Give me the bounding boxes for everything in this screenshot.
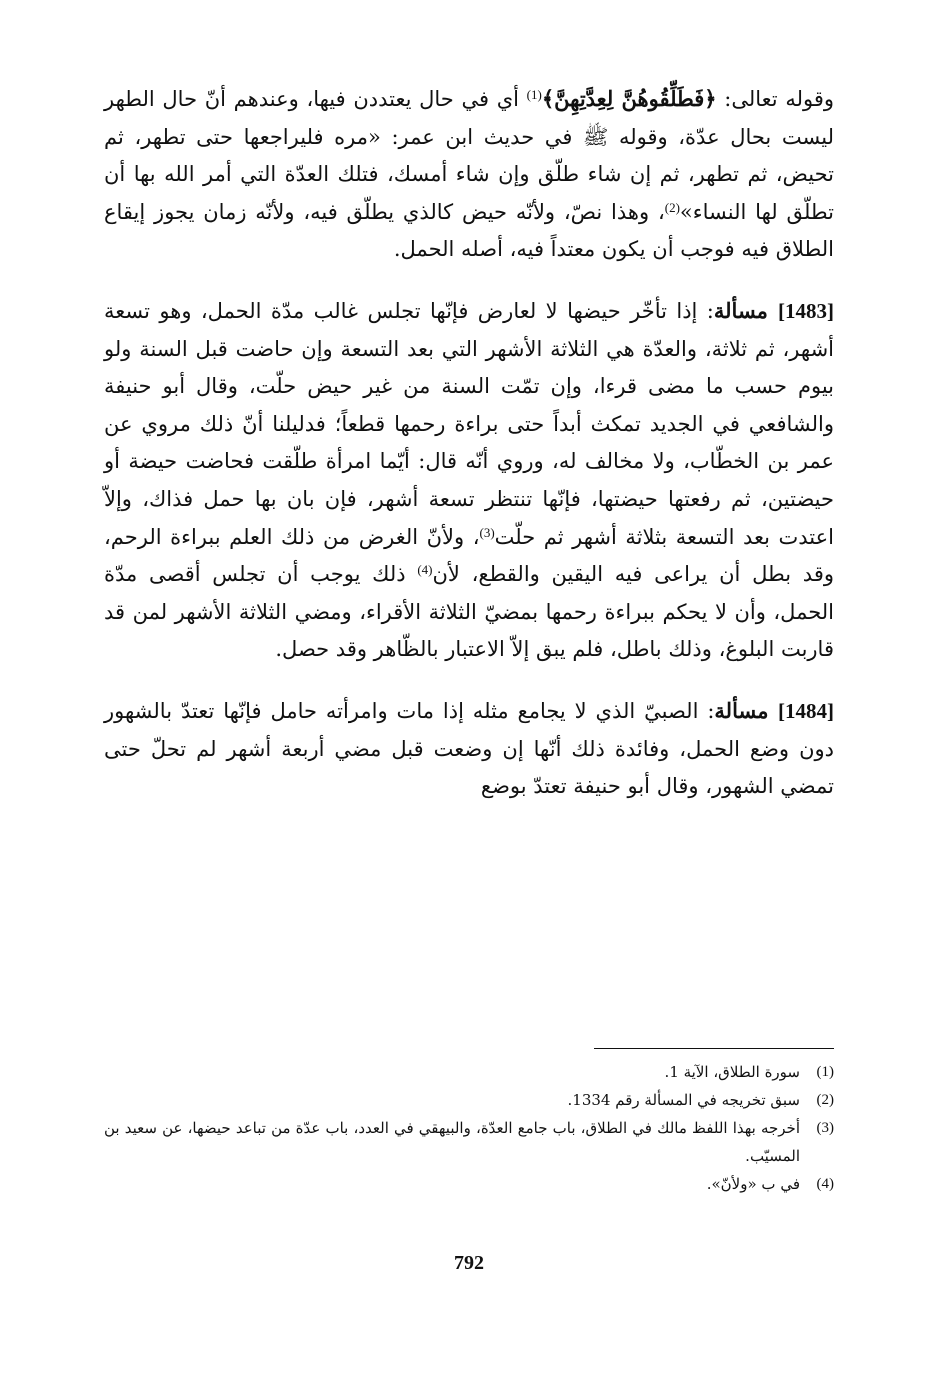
footnote-ref-4[interactable]: (4) (417, 562, 433, 578)
footnote-number: (2) (816, 1092, 834, 1108)
footnote-ref-1[interactable]: (1) (526, 87, 542, 102)
footnote-item (104, 1170, 834, 1198)
quran-verse: ﴿فَطَلِّقُوهُنَّ لِعِدَّتِهِنَّ﴾ (541, 86, 717, 111)
footnote-item (104, 1086, 834, 1114)
footnote-text: في ب «ولأنّ». (706, 1175, 800, 1193)
footnotes (104, 1058, 834, 1198)
issue-number: [1483] (778, 298, 834, 323)
issue-label: مسألة (714, 697, 778, 723)
footnote-number: (1) (816, 1064, 834, 1080)
issue-1483-text-a: : إذا تأخّر حيضها لا لعارض فإنّها تجلس غالب مدّة الحمل، وهو تسعة أشهر، ثم ثلاثة، والعدّة هي الثلاثة الأشهر التي بعد التسعة وإن حاضت قبل السنة ولو بيوم حسب ما مضى قرءا، وإن تمّت السنة من غير حيض حلّت، وقال أبو حنيفة والشافعي في الجديد تمكث أبداً حتى براءة رحمها قطعاً؛ فدليلنا أنّ ذلك مروي عن عمر بن الخطّاب، ولا مخالف له، وروي أنّه قال: أيّما امرأة طلّقت فحاضت حيضة أو حيضتين، ثم رفعتها حيضتها، فإنّها تنتظر تسعة أشهر، فإن بان بها حمل فذاك، وإلاّ اعتدت بعد التسعة بثلاثة أشهر ثم حلّت (104, 298, 834, 549)
issue-1483-paragraph (104, 292, 834, 669)
issue-1483-text-c: ذلك يوجب أن تجلس أقصى مدّة الحمل، وأن لا يحكم ببراءة رحمها بمضيّ الثلاثة الأقراء، ومضي الثلاثة الأشهر لمن قد قاربت البلوغ، وذلك باطل، فلم يبق إلاّ الاعتبار بالظّاهر وقد حصل. (104, 562, 834, 662)
issue-1484-text: : الصبيّ الذي لا يجامع مثله إذا مات وامرأته حامل فإنّها تعتدّ بالشهور دون وضع الحمل، وفائدة ذلك أنّها إن وضعت قبل مضي أربعة أشهر لم تحلّ حتى تمضي الشهور، وقال أبو حنيفة تعتدّ بوضع (104, 698, 834, 799)
footnote-item (104, 1114, 834, 1170)
intro-lead: وقوله تعالى: (716, 87, 834, 111)
page-number: 792 (454, 1252, 484, 1274)
footnote-number: (3) (816, 1120, 834, 1136)
intro-text-a: أي في حال يعتددن فيها، وعندهم أنّ حال الطهر ليست بحال عدّة، وقوله ﷺ في حديث ابن عمر: «مره فليراجعها حتى تطهر، ثم تحيض، ثم تطهر، ثم إن شاء طلّق وإن شاء أمسك، فتلك العدّة التي أمر الله بها أن تطلّق لها النساء» (104, 87, 834, 224)
footnote-ref-2[interactable]: (2) (664, 199, 680, 215)
footnote-number: (4) (816, 1176, 834, 1192)
footnote-text: سورة الطلاق، الآية 1. (664, 1063, 800, 1081)
footnote-divider (594, 1048, 834, 1049)
main-text (104, 80, 834, 806)
footnote-ref-3[interactable]: (3) (479, 524, 495, 540)
issue-label: مسألة (713, 297, 778, 323)
issue-1484-paragraph (104, 692, 834, 806)
issue-number: [1484] (778, 698, 834, 723)
issue-1483-text-b: ، ولأنّ الغرض من ذلك العلم ببراءة الرحم، وقد بطل أن يراعى فيه اليقين والقطع، لأن (104, 524, 834, 587)
footnote-text: أخرجه بهذا اللفظ مالك في الطلاق، باب جامع العدّة، والبيهقي في العدد، باب عدّة من تباعد حيضها، عن سعيد بن المسيّب. (104, 1119, 800, 1165)
footnote-item (104, 1058, 834, 1086)
footnote-text: سبق تخريجه في المسألة رقم 1334. (567, 1091, 800, 1109)
intro-paragraph (104, 80, 834, 269)
intro-text-b: ، وهذا نصّ، ولأنّه حيض كالذي يطلّق فيه، ولأنّه زمان يجوز إيقاع الطلاق فيه فوجب أن يكون معتداً فيه، أصله الحمل. (104, 199, 834, 262)
